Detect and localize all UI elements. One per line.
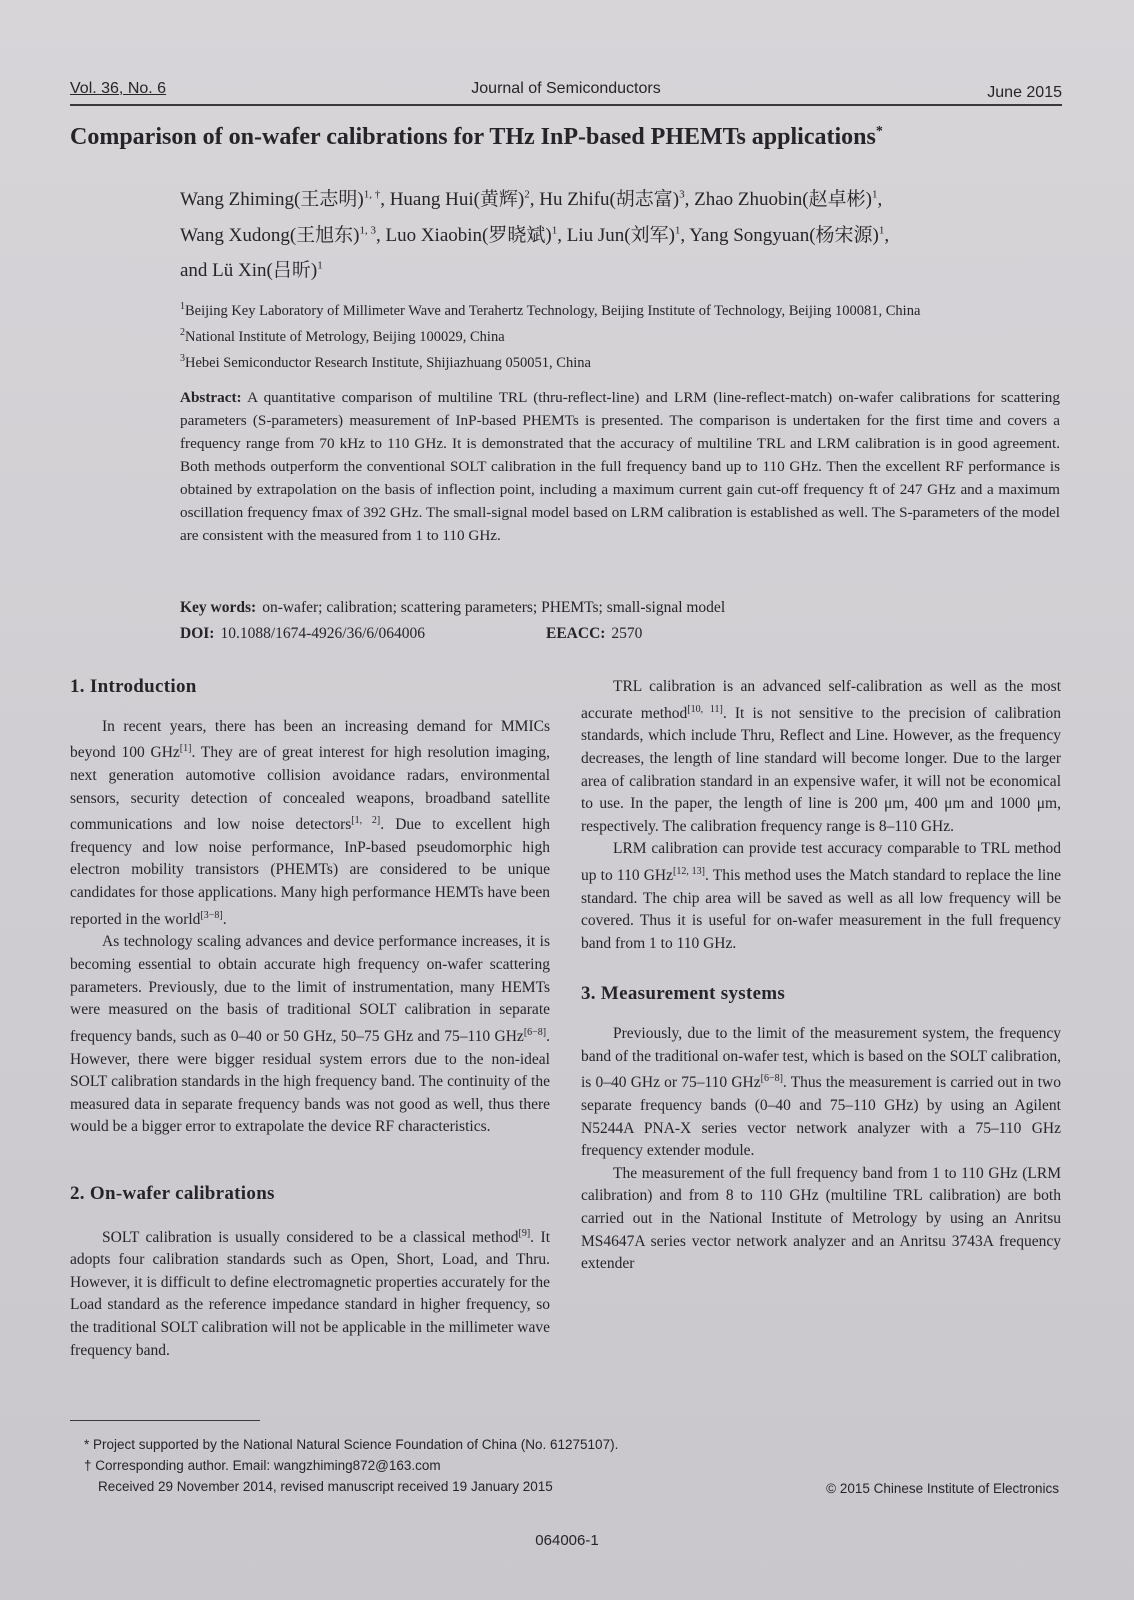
author: Huang Hui(黄辉)$^2$, (389, 189, 540, 211)
paragraph: SOLT calibration is usually considered to be a classical method[9]. It adopts four calibration standards such as Open, Short, Load, and Thru. However, it is difficult to define electromagnetic properties accurately for the Load standard as the reference impedance standard in higher frequency, so the traditional SOLT calibration will not be applicable in the millimeter wave frequency band. (70, 1227, 550, 1359)
author: Hu Zhifu(胡志富)$^3$, (539, 189, 695, 211)
paragraph: LRM calibration can provide test accuracy comparable to TRL method up to 110 GHz[12, 13]. This method uses the Match standard to replace the line standard. The chip area will be saved as well as all low frequency will be covered. Thus it is useful for on-wafer measurement in the full frequency band from 1 to 110 GHz. (581, 840, 1061, 952)
author: Liu Jun(刘军)$^1$, (566, 224, 690, 246)
author-list (180, 180, 1050, 286)
journal-name: Journal of Semiconductors (471, 80, 661, 97)
footnote-rule (70, 1420, 260, 1421)
doi-line: DOI: 10.1088/1674-4926/36/6/064006 (180, 625, 425, 642)
volume-issue: Vol. 36, No. 6 (70, 80, 167, 97)
author: Luo Xiaobin(罗晓斌)$^1$, (385, 224, 567, 246)
affiliation: $^3$Hebei Semiconductor Research Institute, Shijiazhuang 050051, China (180, 352, 591, 371)
author: Wang Zhiming(王志明)$^{1, \dagger}$, (180, 189, 390, 211)
footnotes (84, 1434, 1064, 1497)
abstract-label: Abstract: (180, 389, 242, 406)
keywords-block (180, 595, 1060, 647)
author: Zhao Zhuobin(赵卓彬)$^1$, (694, 189, 883, 211)
paragraph: TRL calibration is an advanced self-calibration as well as the most accurate method[10, 11]. It is not sensitive to the precision of calibration standards, which include Thru, Reflect and Line. However, as the frequency decreases, the length of line standard will become longer. Due to the larger area of calibration standard in an expensive wafer, it will not be economical to use. In the paper, the length of line is 200 μm, 400 μm and 1000 μm, respectively. The calibration frequency range is 8–110 GHz. (581, 678, 1062, 835)
affiliation: $^1$Beijing Key Laboratory of Millimeter Wave and Terahertz Technology, Beijing Institute of Technology, Beijing 100081, China (180, 301, 921, 319)
author: and Lü Xin(吕昕)$^1$ (180, 259, 323, 281)
title-footnote-mark: * (875, 124, 883, 139)
paper-title (70, 124, 1060, 151)
eeacc-line: EEACC: 2570 (546, 625, 643, 642)
page-number: 064006-1 (535, 1532, 599, 1549)
section-heading: 3. Measurement systems (581, 983, 786, 1005)
author: Yang Songyuan(杨宋源)$^1$, (689, 224, 890, 246)
issue-date: June 2015 (987, 84, 1062, 101)
affiliation: $^2$National Institute of Metrology, Beijing 100029, China (180, 326, 505, 345)
paragraph: The measurement of the full frequency band from 1 to 110 GHz (LRM calibration) and from 8 to 110 GHz (multiline TRL calibration) are both carried out in the National Institute of Metrology by using an Anritsu MS4647A series vector network analyzer and an Anritsu 3743A frequency extender (581, 1164, 1061, 1273)
title-text: Comparison of on-wafer calibrations for THz InP-based PHEMTs applications (70, 124, 876, 150)
left-column (70, 676, 550, 1362)
funding-note: * Project supported by the National Natural Science Foundation of China (No. 61275107). (84, 1437, 619, 1452)
right-column (581, 676, 1061, 1276)
corresponding-author-note: † Corresponding author. Email: wangzhiming872@163.com (84, 1458, 441, 1473)
paragraph: As technology scaling advances and device performance increases, it is becoming essential to obtain accurate high frequency on-wafer scattering parameters. Previously, due to the limit of instrumentation, many HEMTs were measured on the basis of traditional SOLT calibration in separate frequency bands, such as 0–40 or 50 GHz, 50–75 GHz and 75–110 GHz[6−8]. However, there were bigger residual system errors due to the non-ideal SOLT calibration standards in the high frequency band. The continuity of the measured data in separate frequency bands was not good as well, thus there would be a bigger error to extrapolate the device RF characteristics. (70, 933, 550, 1136)
copyright: © 2015 Chinese Institute of Electronics (826, 1481, 1059, 1496)
paragraph: In recent years, there has been an increasing demand for MMICs beyond 100 GHz[1]. They are of great interest for high resolution imaging, next generation automotive collision avoidance radars, environmental sensors, security detection of concealed weapons, broadband satellite communications and low noise detectors[1, 2]. Due to excellent high frequency and low noise performance, InP-based pseudomorphic high electron mobility transistors (PHEMTs) are considered to be unique candidates for those applications. Many high performance HEMTs have been reported in the world[3−8]. (70, 717, 551, 928)
abstract (180, 386, 1060, 547)
section-heading: 1. Introduction (70, 676, 197, 697)
paragraph: Previously, due to the limit of the measurement system, the frequency band of the traditional on-wafer test, which is based on the SOLT calibration, is 0–40 GHz or 75–110 GHz[6−8]. Thus the measurement is carried out in two separate frequency bands (0–40 and 75–110 GHz) by using an Agilent N5244A PNA-X series vector network analyzer with a 75–110 GHz frequency extender module. (581, 1025, 1061, 1160)
section-heading: 2. On-wafer calibrations (70, 1182, 275, 1204)
author: Wang Xudong(王旭东)$^{1, 3}$, (180, 224, 386, 246)
abstract-text: A quantitative comparison of multiline TRL (thru-reflect-line) and LRM (line-reflect-match) on-wafer calibrations for scattering parameters (S-parameters) measurement of InP-based PHEMTs is presented. The comparison is undertaken for the first time and covers a frequency range from 70 kHz to 110 GHz. It is demonstrated that the accuracy of multiline TRL and LRM calibration is in good agreement. Both methods outperform the conventional SOLT calibration in the full frequency band up to 110 GHz. Then the excellent RF performance is obtained by extrapolation on the basis of inflection point, including a maximum current gain cut-off frequency ft of 247 GHz and a maximum oscillation frequency fmax of 392 GHz. The small-signal model based on LRM calibration is established as well. The S-parameters of the model are consistent with the measured from 1 to 110 GHz. (180, 389, 1060, 544)
received-note: Received 29 November 2014, revised manuscript received 19 January 2015 (98, 1479, 553, 1494)
running-header (70, 76, 1062, 106)
keywords-line: Key words: on-wafer; calibration; scattering parameters; PHEMTs; small-signal model (180, 599, 726, 616)
affiliation-list (180, 296, 1060, 373)
